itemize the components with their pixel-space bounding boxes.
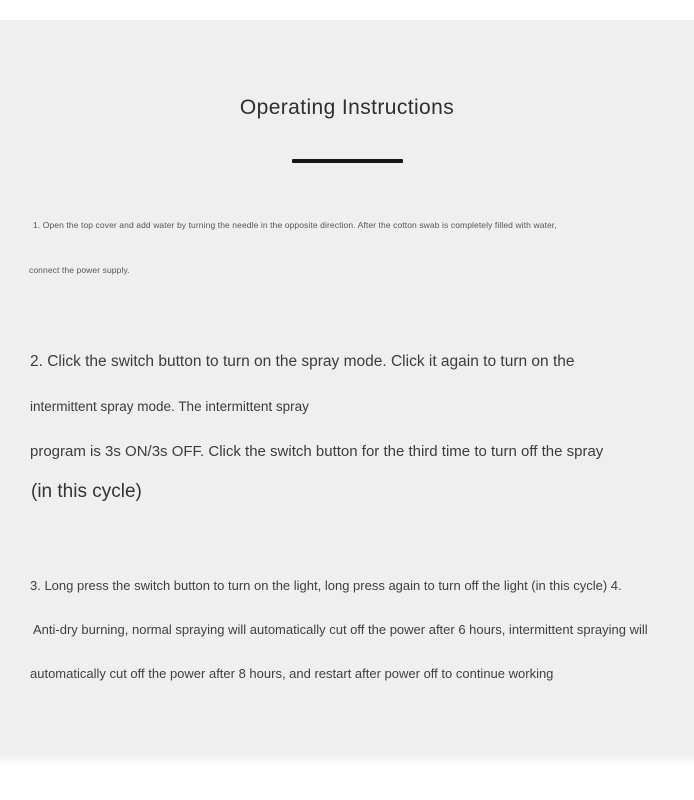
instruction-sheet-background [0,20,694,762]
step2-text-line1: 2. Click the switch button to turn on the spray mode. Click it again to turn on the [30,353,575,370]
step2-text-line3: program is 3s ON/3s OFF. Click the switch button for the third time to turn off the spray [30,443,604,460]
title-divider [292,159,403,163]
step1-text-line2: connect the power supply. [29,265,130,275]
step2-text-line4: (in this cycle) [31,481,142,502]
step3-text-line2: Anti-dry burning, normal spraying will automatically cut off the power after 6 hours, intermittent spraying will [33,622,648,637]
step2-text-line2: intermittent spray mode. The intermittent spray [30,399,309,414]
sheet-bottom-fade [0,754,694,768]
step3-text-line1: 3. Long press the switch button to turn on the light, long press again to turn off the light (in this cycle) 4. [30,578,622,593]
step3-text-line3: automatically cut off the power after 8 hours, and restart after power off to continue working [30,666,554,681]
page-title: Operating Instructions [239,96,455,119]
step1-text-line1: 1. Open the top cover and add water by turning the needle in the opposite direction. After the cotton swab is completely filled with water, [33,220,557,230]
